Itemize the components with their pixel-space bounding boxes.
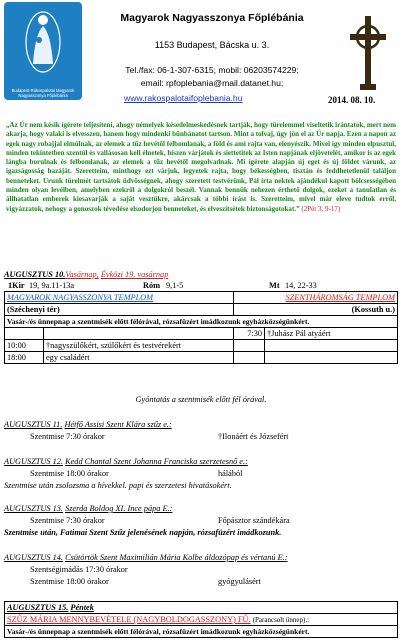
church1-place: (Széchenyi tér) <box>5 304 234 316</box>
parish-address: 1153 Budapest, Bácska u. 3. <box>154 40 270 50</box>
church1-name: MAGYAROK NAGYASSZONYA TEMPLOM <box>5 292 234 304</box>
table-row: 7:30 †Juhász Pál atyáért <box>5 328 398 340</box>
mass-table <box>4 291 398 364</box>
website-link[interactable]: www.rakospalotaifoplebania.hu <box>124 93 243 103</box>
quote-text: „Az Úr nem késik ígérete teljesítení, ahogy némelyek késedelmeskedésnek tartják, hogy türelemmel viseltetik irántatok, mert nem akarja, hogy valaki is elvesszen, hanem hogy mindenki bűnbánatot tartson. Mint a tolvaj, úgy jön el az Úr napja. Ezen a napon az egek nagy robajjal elmúlnak, az elemek a tűz hevétől felbomlanak, a föld és ami rajta van, elenyészik. Mivel így minden elpusztul, minden tekintetben szentül és vallásosan kell élnetek, hiszen várjátok és siettetitek az Isten napjának eljövetelét, amikor is az egek lángba borulnak és felbomlanak, az elemek a tűz hevétől megolvadnak. Mi ígérete alapján új eget és új földet várunk, az igazságosság hazáját. Szeretteim, minthogy ezt várjuk, legyetek rajta, hogy békességben, tisztán és feddhetetlenül találjon benneteket. Urunk türelmét tartsátok üdvösségnek, ahogy szeretett testvérünk, Pál írta nektek ajándékul kapott bölcsességében minden olyan levélben, amelyben ezekről a dolgokról beszél. Vannak bennük nehezen érthető dolgok, ezeket a tanulatlan és állhatatlan emberek kiesavarják a saját vesztükre, akárcsak a többi írást is. Szeretteim, mivel már eleve tudtok erről, vigyázzatok, nehogy a gonoszok tévedése elsodorjon benneteket, és elveszítsétek biztonságotokat.” <box>6 121 396 213</box>
bulletin-date: 2014. 08. 10. <box>328 95 376 105</box>
scripture-quote <box>6 121 396 214</box>
confession-note: Gyóntatás a szentmisék előtt fél órával. <box>135 395 267 404</box>
quote-reference: (2Pét 3, 9-17) <box>301 204 341 213</box>
sunday-schedule <box>4 269 398 364</box>
table-row: 10:00 †nagyszülőkért, szülőkért és testvérekért <box>5 340 398 352</box>
mass-line: Szentmise 18:00 órakor <box>30 577 109 586</box>
mass-line: Szentmise 18:00 órakor <box>30 469 109 478</box>
day-note: Szentmise után, Fatimai Szent Szűz jelenésének napján, rózsafüzért imádkozunk. <box>4 528 282 537</box>
church2-place: (Kossuth u.) <box>234 304 398 316</box>
madonna-icon <box>18 6 68 74</box>
church2-name: SZENTHÁROMSÁG TEMPLOM <box>234 292 398 304</box>
parish-logo <box>4 2 82 100</box>
readings-row: 1Kir 19, 9a.11-13a Róm 9,1-5 Mt 14, 22-33 <box>8 281 317 290</box>
day-heading: AUGUSZTUS 11. Hétfő Assisi Szent Klára szűz e.: <box>4 420 172 429</box>
mass-intention: Főpásztor szándékára <box>218 516 290 525</box>
feast-box: AUGUSZTUS 15. Péntek SZŰZ MÁRIA MENNYBEVÉTELE (NAGYBOLDOGASSZONY) FŰ. (Parancsolt ünnep).: Vasár-/és ünnepnap a szentmisék előtt félórával, rózsafüzért imádkozunk egyházközségünkért. <box>4 601 398 638</box>
mass-line: Szentmise 7:30 órakor <box>30 432 105 441</box>
parish-title: Magyarok Nagyasszonya Főplébánia <box>120 12 304 24</box>
celtic-cross-icon <box>346 14 390 92</box>
table-row: 18:00 egy családért <box>5 352 398 364</box>
mass-line: Szentmise 7:30 órakor <box>30 516 105 525</box>
day-heading: AUGUSZTUS 13. Szerda Boldog XI. Ince pápa E.: <box>4 504 173 513</box>
sunday-heading: AUGUSZTUS 10.Vasárnap, Évközi 19. vasárnap <box>4 270 169 279</box>
phone-line: Tel./fax: 06-1-307-6315; mobil: 06203574229; <box>125 65 299 75</box>
day-heading: AUGUSZTUS 14. Csütörtök Szent Maximilián Mária Kolbe áldozópap és vértanú E.: <box>4 553 288 562</box>
rosary-note: Vasár-/és ünnepnap a szentmisék előtt félórával, rózsafüzért imádkozunk egyházközségünkért. <box>5 316 398 328</box>
contact-block <box>82 64 342 90</box>
logo-caption: Budapest-Rákospalotai Magyarok Nagyasszonya Főplébánia <box>11 88 75 98</box>
email-line: email: rpfoplebania@mail.datanet.hu; <box>140 78 284 88</box>
rosary-note: Vasár-/és ünnepnap a szentmisék előtt félórával, rózsafüzért imádkozunk egyházközségünkért. <box>7 627 310 636</box>
mass-intention: †Ilonáért és Józsefért <box>218 432 289 441</box>
mass-intention: hálából <box>218 469 243 478</box>
mass-intention: gyógyulásért <box>218 577 261 586</box>
day-heading: AUGUSZTUS 12. Kedd Chantal Szent Johanna Franciska szerzetesnő e.: <box>4 457 248 466</box>
mass-line: Szentségimádás 17:30 órakor <box>30 565 128 574</box>
feast-title: SZŰZ MÁRIA MENNYBEVÉTELE (NAGYBOLDOGASSZONY) FŰ. <box>7 615 251 624</box>
day-note: Szentmise után zsolozsma a hívekkel. papi és szerzetesi hivatásokért. <box>4 481 232 490</box>
